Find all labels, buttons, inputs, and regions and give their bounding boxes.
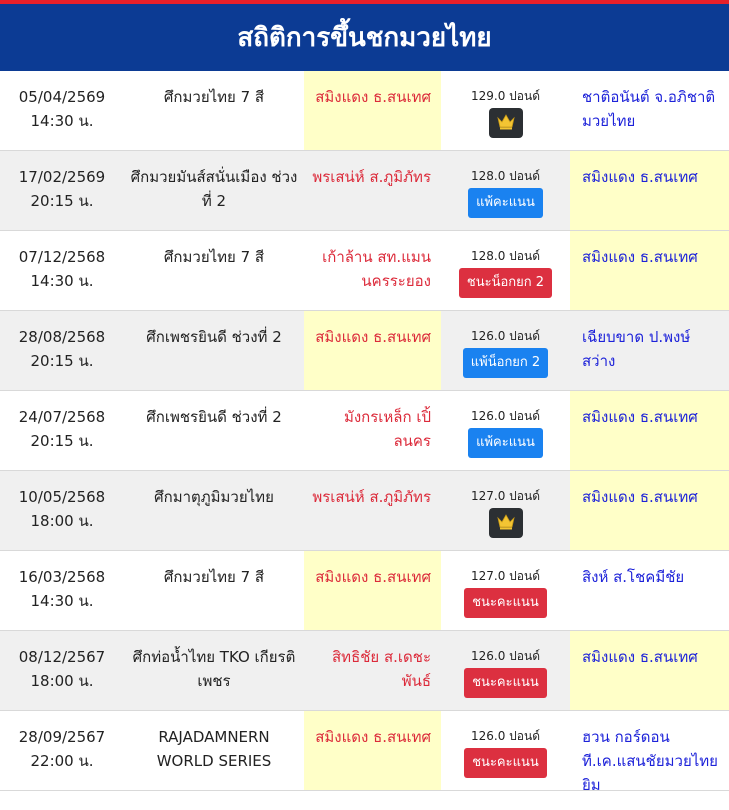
weight-label: 128.0 ปอนด์: [471, 249, 540, 263]
weight-label: 126.0 ปอนด์: [471, 329, 540, 343]
date-cell: [0, 471, 124, 550]
blue-corner-fighter[interactable]: สมิงแดง ธ.สนเทศ: [570, 151, 729, 230]
blue-corner-fighter[interactable]: สมิงแดง ธ.สนเทศ: [570, 391, 729, 470]
event-name: ศึกมาตุภูมิมวยไทย: [154, 488, 274, 506]
red-corner-fighter[interactable]: สิทธิชัย ส.เดชะพันธ์: [332, 648, 431, 690]
table-row: [0, 151, 729, 231]
table-row: [0, 231, 729, 311]
result-cell: [441, 631, 570, 710]
table-row: [0, 311, 729, 391]
crown-icon: [489, 508, 523, 538]
date-cell: [0, 551, 124, 630]
result-cell: [441, 711, 570, 790]
fight-time: 22:00 น.: [30, 752, 94, 770]
blue-corner-fighter[interactable]: ชาติอนันต์ จ.อภิชาติมวยไทย: [582, 88, 716, 130]
blue-corner-fighter[interactable]: สมิงแดง ธ.สนเทศ: [570, 631, 729, 710]
fight-time: 14:30 น.: [30, 592, 94, 610]
date-cell: [0, 391, 124, 470]
result-badge-loss: แพ้น็อกยก 2: [463, 348, 548, 378]
table-row: [0, 71, 729, 151]
weight-label: 127.0 ปอนด์: [471, 489, 540, 503]
table-row: [0, 711, 729, 794]
result-badge-win: ชนะคะแนน: [464, 668, 547, 698]
fight-date: 16/03/2568: [18, 568, 106, 586]
fight-date: 17/02/2569: [18, 168, 106, 186]
table-row: [0, 391, 729, 471]
result-cell: [441, 311, 570, 390]
event-name: ศึกท่อน้ำไทย TKO เกียรติเพชร: [132, 648, 296, 690]
result-badge-win: ชนะน็อกยก 2: [459, 268, 552, 298]
red-corner-fighter[interactable]: มังกรเหล็ก เปิ้ลนคร: [343, 408, 431, 450]
date-cell: [0, 311, 124, 390]
date-cell: [0, 711, 124, 790]
red-corner-fighter[interactable]: สมิงแดง ธ.สนเทศ: [304, 551, 441, 630]
date-cell: [0, 231, 124, 310]
table-row: [0, 631, 729, 711]
event-name: ศึกมวยไทย 7 สี: [163, 568, 265, 586]
result-badge-win: ชนะคะแนน: [464, 748, 547, 778]
blue-corner-fighter[interactable]: เฉียบขาด ป.พงษ์สว่าง: [582, 328, 691, 370]
result-cell: [441, 391, 570, 470]
result-cell: [441, 551, 570, 630]
red-corner-fighter[interactable]: สมิงแดง ธ.สนเทศ: [304, 311, 441, 390]
table-row: [0, 551, 729, 631]
table-row: [0, 471, 729, 551]
event-name: ศึกเพชรยินดี ช่วงที่ 2: [146, 328, 282, 346]
weight-label: 128.0 ปอนด์: [471, 169, 540, 183]
fight-record-table: [0, 71, 729, 794]
fight-date: 28/09/2567: [18, 728, 106, 746]
fight-date: 08/12/2567: [18, 648, 106, 666]
fight-date: 28/08/2568: [18, 328, 106, 346]
blue-corner-fighter[interactable]: ฮวน กอร์ดอน ที.เค.แสนชัยมวยไทยยิม: [582, 728, 718, 794]
result-badge-win: ชนะคะแนน: [464, 588, 547, 618]
result-cell: [441, 71, 570, 150]
page-header: [0, 4, 729, 71]
fight-date: 07/12/2568: [18, 248, 106, 266]
result-badge-loss: แพ้คะแนน: [468, 428, 543, 458]
fight-time: 18:00 น.: [30, 672, 94, 690]
page-title: สถิติการขึ้นชกมวยไทย: [237, 23, 492, 53]
fight-date: 05/04/2569: [18, 88, 106, 106]
weight-label: 126.0 ปอนด์: [471, 409, 540, 423]
event-name: ศึกมวยไทย 7 สี: [163, 248, 265, 266]
fight-date: 10/05/2568: [18, 488, 106, 506]
crown-icon: [489, 108, 523, 138]
fight-time: 14:30 น.: [30, 272, 94, 290]
red-corner-fighter[interactable]: พรเสน่ห์ ส.ภูมิภัทร: [312, 168, 431, 186]
fight-time: 20:15 น.: [30, 432, 94, 450]
result-cell: [441, 151, 570, 230]
fight-time: 14:30 น.: [30, 112, 94, 130]
result-badge-loss: แพ้คะแนน: [468, 188, 543, 218]
blue-corner-fighter[interactable]: สมิงแดง ธ.สนเทศ: [570, 471, 729, 550]
event-name: ศึกเพชรยินดี ช่วงที่ 2: [146, 408, 282, 426]
red-corner-fighter[interactable]: เก้าล้าน สท.แมนนครระยอง: [322, 248, 431, 290]
fight-date: 24/07/2568: [18, 408, 106, 426]
fight-time: 20:15 น.: [30, 192, 94, 210]
weight-label: 126.0 ปอนด์: [471, 649, 540, 663]
red-corner-fighter[interactable]: พรเสน่ห์ ส.ภูมิภัทร: [312, 488, 431, 506]
weight-label: 129.0 ปอนด์: [471, 89, 540, 103]
red-corner-fighter[interactable]: สมิงแดง ธ.สนเทศ: [304, 71, 441, 150]
weight-label: 127.0 ปอนด์: [471, 569, 540, 583]
result-cell: [441, 231, 570, 310]
blue-corner-fighter[interactable]: สิงห์ ส.โชคมีชัย: [582, 568, 685, 586]
red-corner-fighter[interactable]: สมิงแดง ธ.สนเทศ: [304, 711, 441, 790]
event-name: ศึกมวยไทย 7 สี: [163, 88, 265, 106]
weight-label: 126.0 ปอนด์: [471, 729, 540, 743]
event-name: ศึกมวยมันส์สนั่นเมือง ช่วงที่ 2: [130, 168, 298, 210]
event-name: RAJADAMNERN WORLD SERIES: [156, 728, 272, 770]
blue-corner-fighter[interactable]: สมิงแดง ธ.สนเทศ: [570, 231, 729, 310]
result-cell: [441, 471, 570, 550]
date-cell: [0, 71, 124, 150]
date-cell: [0, 631, 124, 710]
fight-time: 18:00 น.: [30, 512, 94, 530]
fight-time: 20:15 น.: [30, 352, 94, 370]
date-cell: [0, 151, 124, 230]
